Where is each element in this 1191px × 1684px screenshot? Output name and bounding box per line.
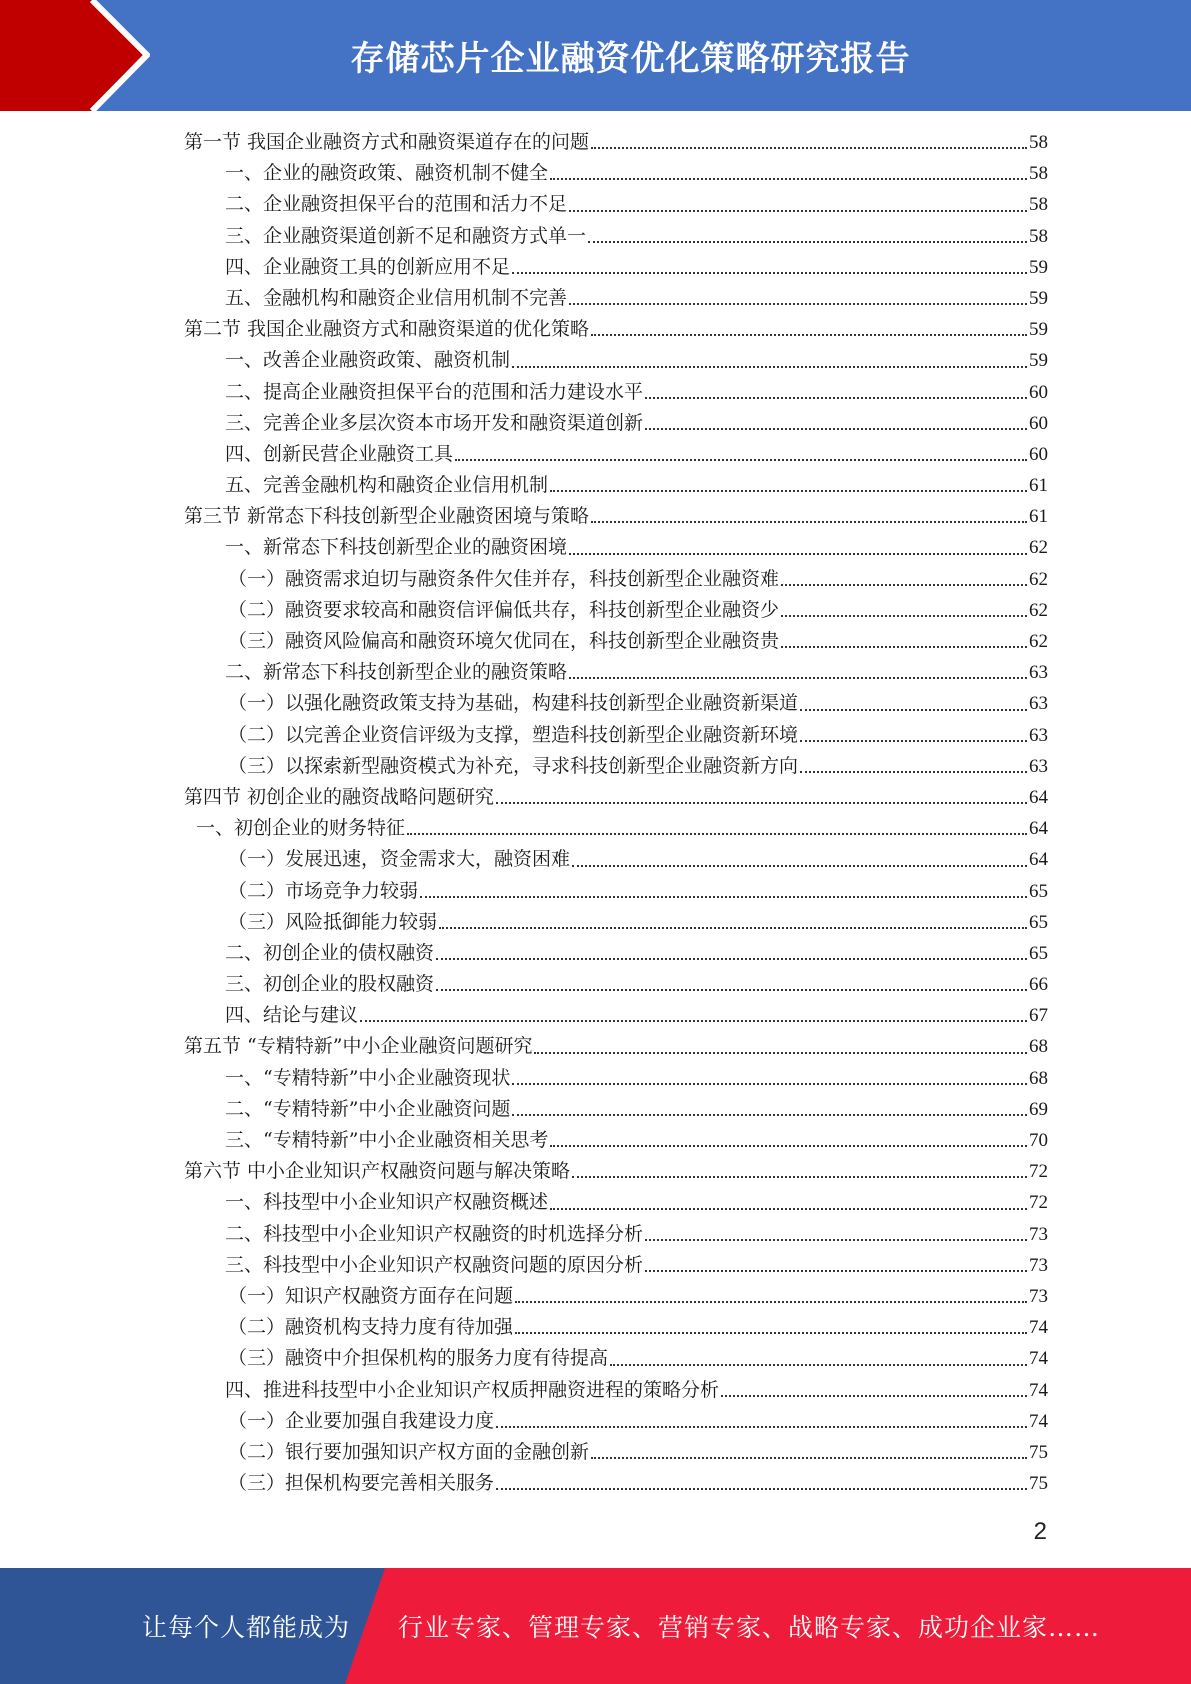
toc-entry-page: 64 — [1029, 786, 1048, 808]
toc-entry[interactable] — [184, 221, 1048, 252]
toc-entry[interactable] — [184, 1156, 1048, 1187]
toc-entry[interactable] — [184, 782, 1048, 813]
toc-entry-page: 73 — [1029, 1254, 1048, 1276]
toc-entry-page: 61 — [1029, 475, 1048, 497]
toc-entry[interactable] — [184, 1000, 1048, 1031]
toc-entry[interactable] — [184, 1281, 1048, 1312]
toc-entry-page: 58 — [1029, 194, 1048, 216]
toc-dot-leader — [645, 1270, 1027, 1272]
toc-dot-leader — [591, 1457, 1027, 1459]
table-of-contents — [184, 127, 1048, 1499]
toc-entry-label: 四、创新民营企业融资工具 — [225, 442, 454, 465]
toc-entry[interactable] — [184, 1312, 1048, 1343]
toc-entry-label: 四、推进科技型中小企业知识产权质押融资进程的策略分析 — [225, 1378, 720, 1401]
toc-entry[interactable] — [184, 969, 1048, 1000]
toc-dot-leader — [550, 490, 1027, 492]
toc-dot-leader — [420, 896, 1027, 898]
toc-entry-label: （一）融资需求迫切与融资条件欠佳并存，科技创新型企业融资难 — [228, 567, 780, 590]
toc-entry-label: （二）融资要求较高和融资信评偏低共存，科技创新型企业融资少 — [228, 598, 780, 621]
toc-entry[interactable] — [184, 1468, 1048, 1499]
page-header — [0, 0, 1191, 111]
toc-entry[interactable] — [184, 532, 1048, 563]
toc-dot-leader — [572, 1176, 1027, 1178]
toc-entry-page: 72 — [1029, 1192, 1048, 1214]
toc-dot-leader — [591, 334, 1027, 336]
toc-entry-page: 74 — [1029, 1317, 1048, 1339]
toc-entry[interactable] — [184, 439, 1048, 470]
toc-entry-label: 三、初创企业的股权融资 — [225, 973, 435, 996]
toc-entry-page: 60 — [1029, 381, 1048, 403]
toc-entry-page: 69 — [1029, 1098, 1048, 1120]
toc-entry[interactable] — [184, 564, 1048, 595]
toc-dot-leader — [721, 1395, 1027, 1397]
toc-entry[interactable] — [184, 1250, 1048, 1281]
toc-entry-page: 58 — [1029, 163, 1048, 185]
toc-dot-leader — [496, 1426, 1027, 1428]
toc-entry-page: 62 — [1029, 537, 1048, 559]
toc-entry-label: （一）知识产权融资方面存在问题 — [228, 1284, 514, 1307]
toc-entry-page: 65 — [1029, 942, 1048, 964]
page-footer — [0, 1568, 1191, 1684]
document-title: 存储芯片企业融资优化策略研究报告 — [350, 39, 911, 79]
toc-entry[interactable] — [184, 1219, 1048, 1250]
toc-entry-page: 58 — [1029, 132, 1048, 153]
toc-entry-page: 73 — [1029, 1223, 1048, 1245]
toc-entry-label: 二、企业融资担保平台的范围和活力不足 — [225, 193, 568, 216]
toc-entry[interactable] — [184, 314, 1048, 345]
toc-entry-page: 67 — [1029, 1005, 1048, 1027]
toc-entry-page: 63 — [1029, 724, 1048, 746]
footer-slogan-left: 让每个人都能成为 — [142, 1613, 351, 1642]
toc-entry[interactable] — [184, 1187, 1048, 1218]
toc-entry-label: （三）融资风险偏高和融资环境欠优同在，科技创新型企业融资贵 — [228, 630, 780, 652]
toc-entry[interactable] — [184, 470, 1048, 501]
toc-entry-label: 第一节 我国企业融资方式和融资渠道存在的问题 — [184, 131, 590, 153]
toc-entry-label: 第五节 “专精特新”中小企业融资问题研究 — [184, 1035, 533, 1058]
toc-dot-leader — [588, 241, 1027, 243]
toc-entry-label: （一）企业要加强自我建设力度 — [228, 1409, 495, 1432]
toc-dot-leader — [496, 802, 1027, 804]
toc-entry-page: 65 — [1029, 880, 1048, 902]
toc-entry-page: 74 — [1029, 1379, 1048, 1401]
toc-dot-leader — [645, 1239, 1027, 1241]
toc-dot-leader — [550, 1145, 1027, 1147]
toc-dot-leader — [512, 1083, 1027, 1085]
toc-entry[interactable] — [184, 1375, 1048, 1406]
toc-entry[interactable] — [184, 408, 1048, 439]
toc-dot-leader — [610, 1364, 1027, 1366]
toc-dot-leader — [781, 584, 1027, 586]
toc-dot-leader — [645, 428, 1027, 430]
toc-entry[interactable] — [184, 844, 1048, 875]
toc-entry-label: 二、科技型中小企业知识产权融资的时机选择分析 — [225, 1222, 644, 1245]
toc-dot-leader — [569, 553, 1027, 555]
header-arrow-decoration — [0, 0, 150, 111]
toc-entry[interactable] — [184, 252, 1048, 283]
toc-entry-page: 68 — [1029, 1067, 1048, 1089]
toc-entry-label: 二、提高企业融资担保平台的范围和活力建设水平 — [225, 380, 644, 403]
footer-slogan-right: 行业专家、管理专家、营销专家、战略专家、成功企业家…… — [398, 1613, 1101, 1642]
toc-entry-label: 三、“专精特新”中小企业融资相关思考 — [225, 1129, 549, 1151]
toc-entry[interactable] — [184, 1063, 1048, 1094]
toc-dot-leader — [512, 366, 1027, 368]
toc-entry[interactable] — [184, 1343, 1048, 1374]
toc-entry-label: 第六节 中小企业知识产权融资问题与解决策略 — [184, 1160, 571, 1183]
page-number: 2 — [1033, 1518, 1047, 1545]
toc-dot-leader — [515, 1332, 1027, 1334]
toc-entry[interactable] — [184, 127, 1048, 158]
toc-entry[interactable] — [184, 1031, 1048, 1062]
toc-dot-leader — [572, 865, 1027, 867]
toc-entry[interactable] — [184, 876, 1048, 907]
toc-dot-leader — [569, 210, 1027, 212]
toc-entry[interactable] — [184, 813, 1048, 844]
toc-entry[interactable] — [184, 158, 1048, 189]
toc-entry-page: 64 — [1029, 849, 1048, 871]
toc-entry[interactable] — [184, 345, 1048, 376]
toc-entry-label: （三）风险抵御能力较弱 — [228, 910, 438, 933]
toc-dot-leader — [569, 677, 1027, 679]
toc-entry-page: 58 — [1029, 225, 1048, 247]
toc-dot-leader — [534, 1052, 1027, 1054]
toc-entry-page: 59 — [1029, 319, 1048, 341]
toc-entry[interactable] — [184, 626, 1048, 657]
toc-entry[interactable] — [184, 751, 1048, 782]
toc-entry-label: （二）市场竞争力较弱 — [228, 879, 419, 902]
toc-entry-label: 一、“专精特新”中小企业融资现状 — [225, 1066, 511, 1089]
toc-dot-leader — [436, 989, 1027, 991]
toc-entry-page: 68 — [1029, 1036, 1048, 1058]
toc-dot-leader — [781, 615, 1027, 617]
toc-entry-page: 74 — [1029, 1348, 1048, 1370]
toc-entry-label: 一、改善企业融资政策、融资机制 — [225, 349, 511, 372]
toc-entry[interactable] — [184, 283, 1048, 314]
toc-entry[interactable] — [184, 501, 1048, 532]
toc-entry-label: 三、完善企业多层次资本市场开发和融资渠道创新 — [225, 411, 644, 434]
toc-entry[interactable] — [184, 720, 1048, 751]
toc-entry-page: 62 — [1029, 568, 1048, 590]
toc-entry-page: 63 — [1029, 662, 1048, 684]
toc-entry[interactable] — [184, 189, 1048, 220]
toc-entry-page: 59 — [1029, 350, 1048, 372]
toc-entry-label: （二）融资机构支持力度有待加强 — [228, 1316, 514, 1339]
toc-entry[interactable] — [184, 657, 1048, 688]
toc-entry-label: 四、结论与建议 — [225, 1004, 359, 1027]
toc-dot-leader — [550, 1208, 1027, 1210]
toc-entry-label: 二、初创企业的债权融资 — [225, 941, 435, 964]
toc-entry[interactable] — [184, 1094, 1048, 1125]
toc-entry-label: （一）发展迅速，资金需求大，融资困难 — [228, 848, 571, 871]
toc-entry-page: 60 — [1029, 443, 1048, 465]
toc-entry[interactable] — [184, 1437, 1048, 1468]
toc-entry-label: （二）银行要加强知识产权方面的金融创新 — [228, 1440, 590, 1463]
toc-entry-page: 72 — [1029, 1161, 1048, 1183]
toc-entry-label: 四、企业融资工具的创新应用不足 — [225, 255, 511, 278]
toc-entry-page: 75 — [1029, 1473, 1048, 1495]
toc-dot-leader — [550, 178, 1027, 180]
toc-entry-label: 第四节 初创企业的融资战略问题研究 — [184, 785, 495, 808]
toc-dot-leader — [800, 740, 1027, 742]
toc-entry-page: 64 — [1029, 818, 1048, 840]
toc-entry-label: 一、新常态下科技创新型企业的融资困境 — [225, 536, 568, 559]
toc-entry-page: 70 — [1029, 1130, 1048, 1151]
toc-dot-leader — [436, 958, 1027, 960]
toc-entry[interactable] — [184, 938, 1048, 969]
toc-dot-leader — [569, 303, 1027, 305]
toc-entry-page: 63 — [1029, 755, 1048, 777]
toc-entry-label: 一、企业的融资政策、融资机制不健全 — [225, 162, 549, 185]
toc-entry-page: 75 — [1029, 1441, 1048, 1463]
toc-dot-leader — [407, 833, 1027, 835]
toc-entry-label: 第二节 我国企业融资方式和融资渠道的优化策略 — [184, 318, 590, 341]
toc-entry-label: （二）以完善企业资信评级为支撑，塑造科技创新型企业融资新环境 — [228, 723, 799, 746]
toc-entry-page: 73 — [1029, 1285, 1048, 1307]
toc-dot-leader — [800, 709, 1027, 711]
toc-entry-page: 60 — [1029, 412, 1048, 434]
toc-entry-label: （三）融资中介担保机构的服务力度有待提高 — [228, 1347, 609, 1370]
toc-entry-page: 62 — [1029, 599, 1048, 621]
toc-entry-page: 74 — [1029, 1410, 1048, 1432]
toc-entry-label: （三）以探索新型融资模式为补充，寻求科技创新型企业融资新方向 — [228, 754, 799, 777]
toc-entry-page: 59 — [1029, 287, 1048, 309]
toc-entry-label: 二、“专精特新”中小企业融资问题 — [225, 1097, 511, 1120]
toc-entry-label: 一、初创企业的财务特征 — [196, 817, 406, 840]
toc-entry-label: 五、金融机构和融资企业信用机制不完善 — [225, 286, 568, 309]
toc-entry[interactable] — [184, 1406, 1048, 1437]
toc-dot-leader — [800, 771, 1027, 773]
toc-entry-page: 59 — [1029, 256, 1048, 278]
toc-entry-page: 65 — [1029, 911, 1048, 933]
toc-entry-label: 三、企业融资渠道创新不足和融资方式单一 — [225, 224, 587, 247]
toc-entry[interactable] — [184, 377, 1048, 408]
toc-dot-leader — [781, 646, 1027, 648]
toc-entry[interactable] — [184, 688, 1048, 719]
toc-entry-label: （一）以强化融资政策支持为基础，构建科技创新型企业融资新渠道 — [228, 692, 799, 715]
toc-entry-label: 五、完善金融机构和融资企业信用机制 — [225, 474, 549, 497]
toc-dot-leader — [360, 1020, 1027, 1022]
toc-entry[interactable] — [184, 1125, 1048, 1156]
toc-dot-leader — [512, 272, 1027, 274]
toc-entry-page: 62 — [1029, 631, 1048, 652]
toc-dot-leader — [496, 1488, 1027, 1490]
toc-dot-leader — [512, 1114, 1027, 1116]
toc-entry-label: （三）担保机构要完善相关服务 — [228, 1472, 495, 1495]
toc-entry-label: 二、新常态下科技创新型企业的融资策略 — [225, 661, 568, 684]
toc-dot-leader — [645, 397, 1027, 399]
toc-dot-leader — [591, 147, 1027, 149]
toc-entry-page: 63 — [1029, 693, 1048, 715]
toc-dot-leader — [515, 1301, 1027, 1303]
toc-entry-label: 一、科技型中小企业知识产权融资概述 — [225, 1191, 549, 1214]
toc-entry-label: 第三节 新常态下科技创新型企业融资困境与策略 — [184, 505, 590, 528]
toc-entry[interactable] — [184, 595, 1048, 626]
toc-dot-leader — [591, 521, 1027, 523]
toc-dot-leader — [439, 927, 1027, 929]
toc-entry-page: 61 — [1029, 506, 1048, 528]
toc-entry[interactable] — [184, 907, 1048, 938]
toc-entry-page: 66 — [1029, 974, 1048, 996]
toc-entry-label: 三、科技型中小企业知识产权融资问题的原因分析 — [225, 1253, 644, 1276]
toc-dot-leader — [455, 459, 1027, 461]
